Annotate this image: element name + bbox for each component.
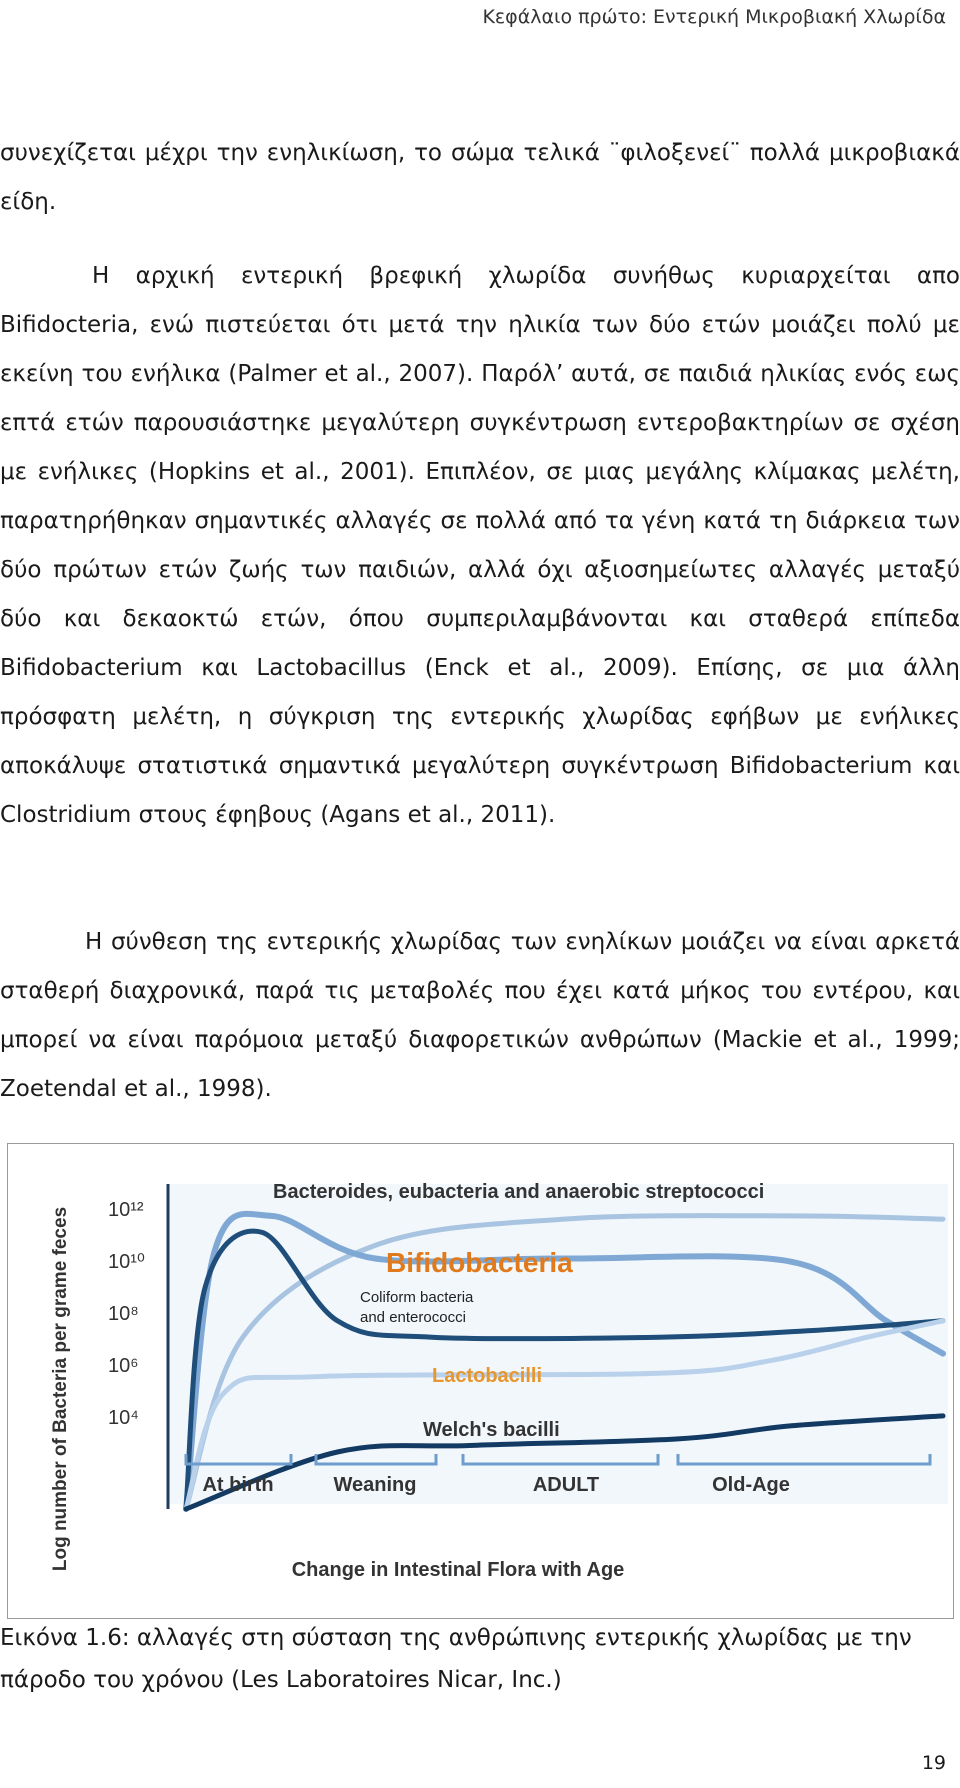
figure-intestinal-flora xyxy=(7,1143,954,1619)
y-tick-label: 10¹² xyxy=(108,1199,144,1221)
running-header: Κεφάλαιο πρώτο: Εντερική Μικροβιακή Χλωρίδα xyxy=(482,6,946,28)
y-tick-label: 10⁴ xyxy=(108,1407,139,1429)
y-axis-label: Log number of Bacteria per grame feces xyxy=(50,1206,71,1572)
stage-label-old-age: Old-Age xyxy=(712,1474,790,1496)
paragraph-3: Η σύνθεση της εντερικής χλωρίδας των ενηλίκων μοιάζει να είναι αρκετά σταθερή διαχρονικά, παρά τις μεταβολές που έχει κατά μήκος του εντέρου, και μπορεί να είναι παρόμοια μεταξύ διαφορετικών ανθρώπων (Mackie et al., 1999; Zoetendal et al., 1998). xyxy=(0,929,960,1102)
paragraph-1: συνεχίζεται μέχρι την ενηλικίωση, το σώμα τελικά ¨φιλοξενεί¨ πολλά μικροβιακά είδη. xyxy=(0,140,960,215)
stage-label-at-birth: At birth xyxy=(202,1474,274,1496)
paragraph-2: Η αρχική εντερική βρεφική χλωρίδα συνήθως κυριαρχείται απο Bifidocteria, ενώ πιστεύεται ότι μετά την ηλικία των δύο ετών μοιάζει πολύ με εκείνη του ενήλικα (Palmer et al., 2007). Παρόλ’ αυτά, σε παιδιά ηλικίας ενός εως επτά ετών παρουσιάστηκε μεγαλύτερη συγκέντρωση εντεροβακτηρίων σε σχέση με ενήλικες (Hopkins et al., 2001). Επιπλέον, σε μιας μεγάλης κλίμακας μελέτη, παρατηρήθηκαν σημαντικές αλλαγές σε πολλά από τα γένη κατά τη διάρκεια των δύο πρώτων ετών ζωής των παιδιών, αλλά όχι αξιοσημείωτες αλλαγές μεταξύ δύο και δεκαοκτώ ετών, όπου συμπεριλαμβάνονται και σταθερά επίπεδα Bifidobacterium και Lactobacillus (Enck et al., 2009). Επίσης, σε μια άλλη πρόσφατη μελέτη, η σύγκριση της εντερικής χλωρίδας εφήβων με ενήλικες αποκάλυψε στατιστικά σημαντικά μεγαλύτερη συγκέντρωση Bifidobacterium και Clostridium στους έφηβους (Agans et al., 2011). xyxy=(0,263,960,828)
series-label-coliform-2: and enterococci xyxy=(360,1309,466,1326)
series-label-lactobacilli: Lactobacilli xyxy=(432,1365,543,1387)
figure-caption: Εικόνα 1.6: αλλαγές στη σύσταση της ανθρώπινης εντερικής χλωρίδας με την πάροδο του χρόνου (Les Laboratoires Nicar, Inc.) xyxy=(0,1625,912,1693)
series-label-bifidobacteria: Bifidobacteria xyxy=(386,1247,573,1278)
stage-label-adult: ADULT xyxy=(532,1474,600,1496)
stage-label-weaning: Weaning xyxy=(333,1474,417,1496)
page-number: 19 xyxy=(921,1752,946,1774)
y-tick-label: 10¹⁰ xyxy=(108,1251,145,1273)
series-label-welch: Welch's bacilli xyxy=(423,1419,560,1441)
series-label-coliform-1: Coliform bacteria xyxy=(360,1289,474,1306)
series-label-bacteroides: Bacteroides, eubacteria and anaerobic streptococci xyxy=(273,1181,765,1203)
x-axis-label: Change in Intestinal Flora with Age xyxy=(291,1559,625,1581)
y-tick-label: 10⁶ xyxy=(108,1355,139,1377)
figure-chart xyxy=(8,1144,953,1618)
y-tick-label: 10⁸ xyxy=(108,1303,139,1325)
